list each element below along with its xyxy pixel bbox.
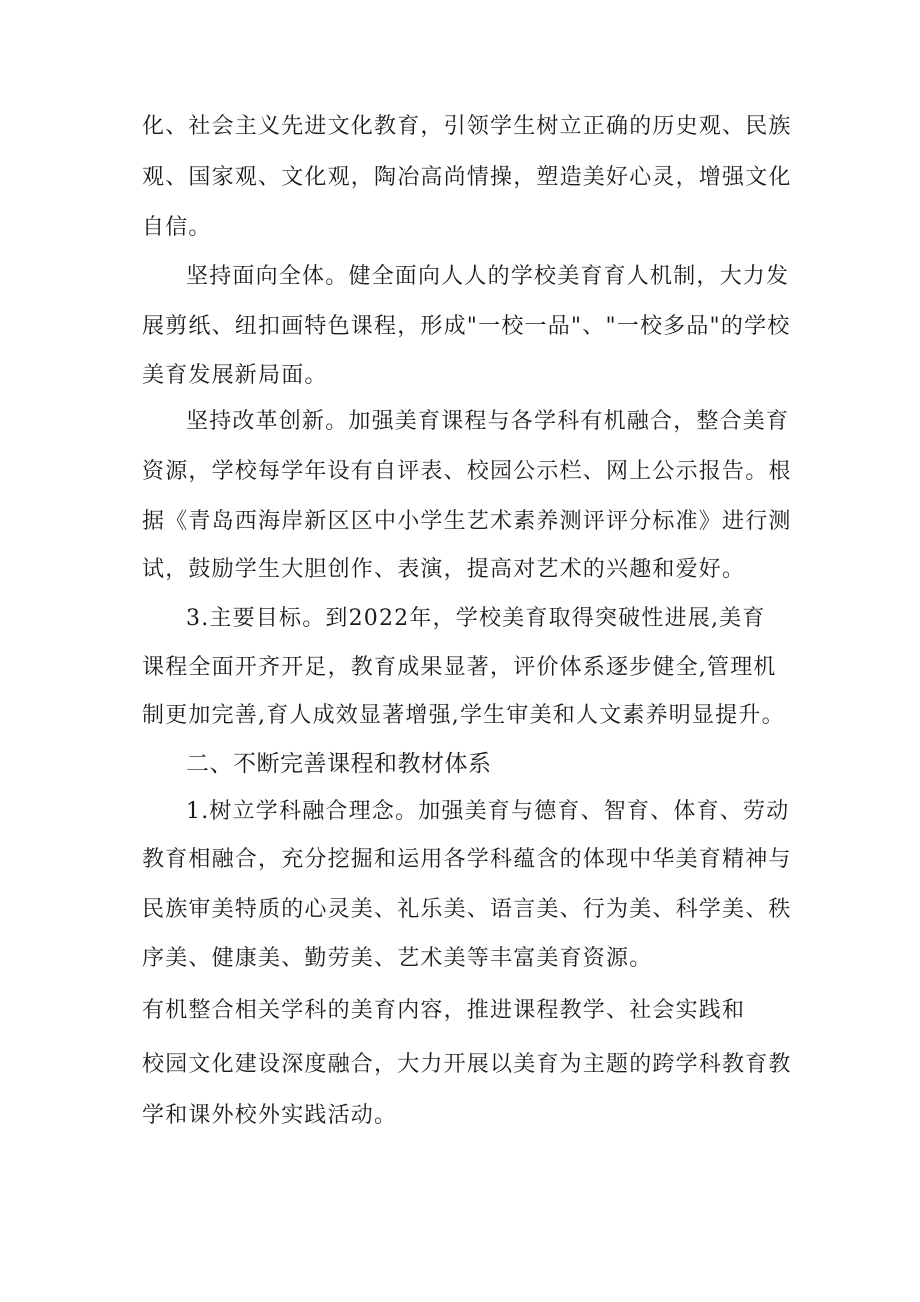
paragraph-line: 序美、健康美、勤劳美、艺术美等丰富美育资源。	[142, 946, 653, 971]
paragraph-line: 3.主要目标。到2022年，学校美育取得突破性进展,美育	[186, 606, 766, 631]
paragraph-line: 民族审美特质的心灵美、礼乐美、语言美、行为美、科学美、秩	[142, 897, 792, 922]
paragraph-line: 1.树立学科融合理念。加强美育与德育、智育、体育、劳动	[186, 799, 790, 824]
paragraph-line: 学和课外校外实践活动。	[142, 1103, 398, 1128]
paragraph-line: 有机整合相关学科的美育内容，推进课程教学、社会实践和	[142, 998, 746, 1023]
paragraph-line: 化、社会主义先进文化教育，引领学生树立正确的历史观、民族	[142, 114, 792, 139]
paragraph-line: 观、国家观、文化观，陶冶高尚情操，塑造美好心灵，增强文化	[142, 165, 792, 190]
paragraph-line: 教育相融合，充分挖掘和运用各学科蕴含的体现中华美育精神与	[142, 847, 792, 872]
paragraph-line: 校园文化建设深度融合，大力开展以美育为主题的跨学科教育教	[142, 1052, 792, 1077]
paragraph-line: 自信。	[142, 215, 212, 240]
section-heading: 二、不断完善课程和教材体系	[186, 751, 492, 777]
paragraph-line: 制更加完善,育人成效显著增强,学生审美和人文素养明显提升。	[142, 703, 785, 728]
paragraph-line: 美育发展新局面。	[142, 363, 328, 388]
paragraph-line: 试，鼓励学生大胆创作、表演，提高对艺术的兴趣和爱好。	[142, 557, 746, 582]
paragraph-line: 坚持面向全体。健全面向人人的学校美育育人机制，大力发	[186, 264, 790, 289]
paragraph-line: 资源，学校每学年设有自评表、校园公示栏、网上公示报告。根	[142, 459, 792, 484]
paragraph-line: 坚持改革创新。加强美育课程与各学科有机融合，整合美育	[186, 409, 790, 434]
paragraph-line: 据《青岛西海岸新区区中小学生艺术素养测评评分标准》进行测	[142, 509, 792, 534]
paragraph-line: 课程全面开齐开足，教育成果显著，评价体系逐步健全,管理机	[142, 655, 777, 680]
paragraph-line: 展剪纸、纽扣画特色课程，形成"一校一品"、"一校多品"的学校	[142, 314, 791, 339]
